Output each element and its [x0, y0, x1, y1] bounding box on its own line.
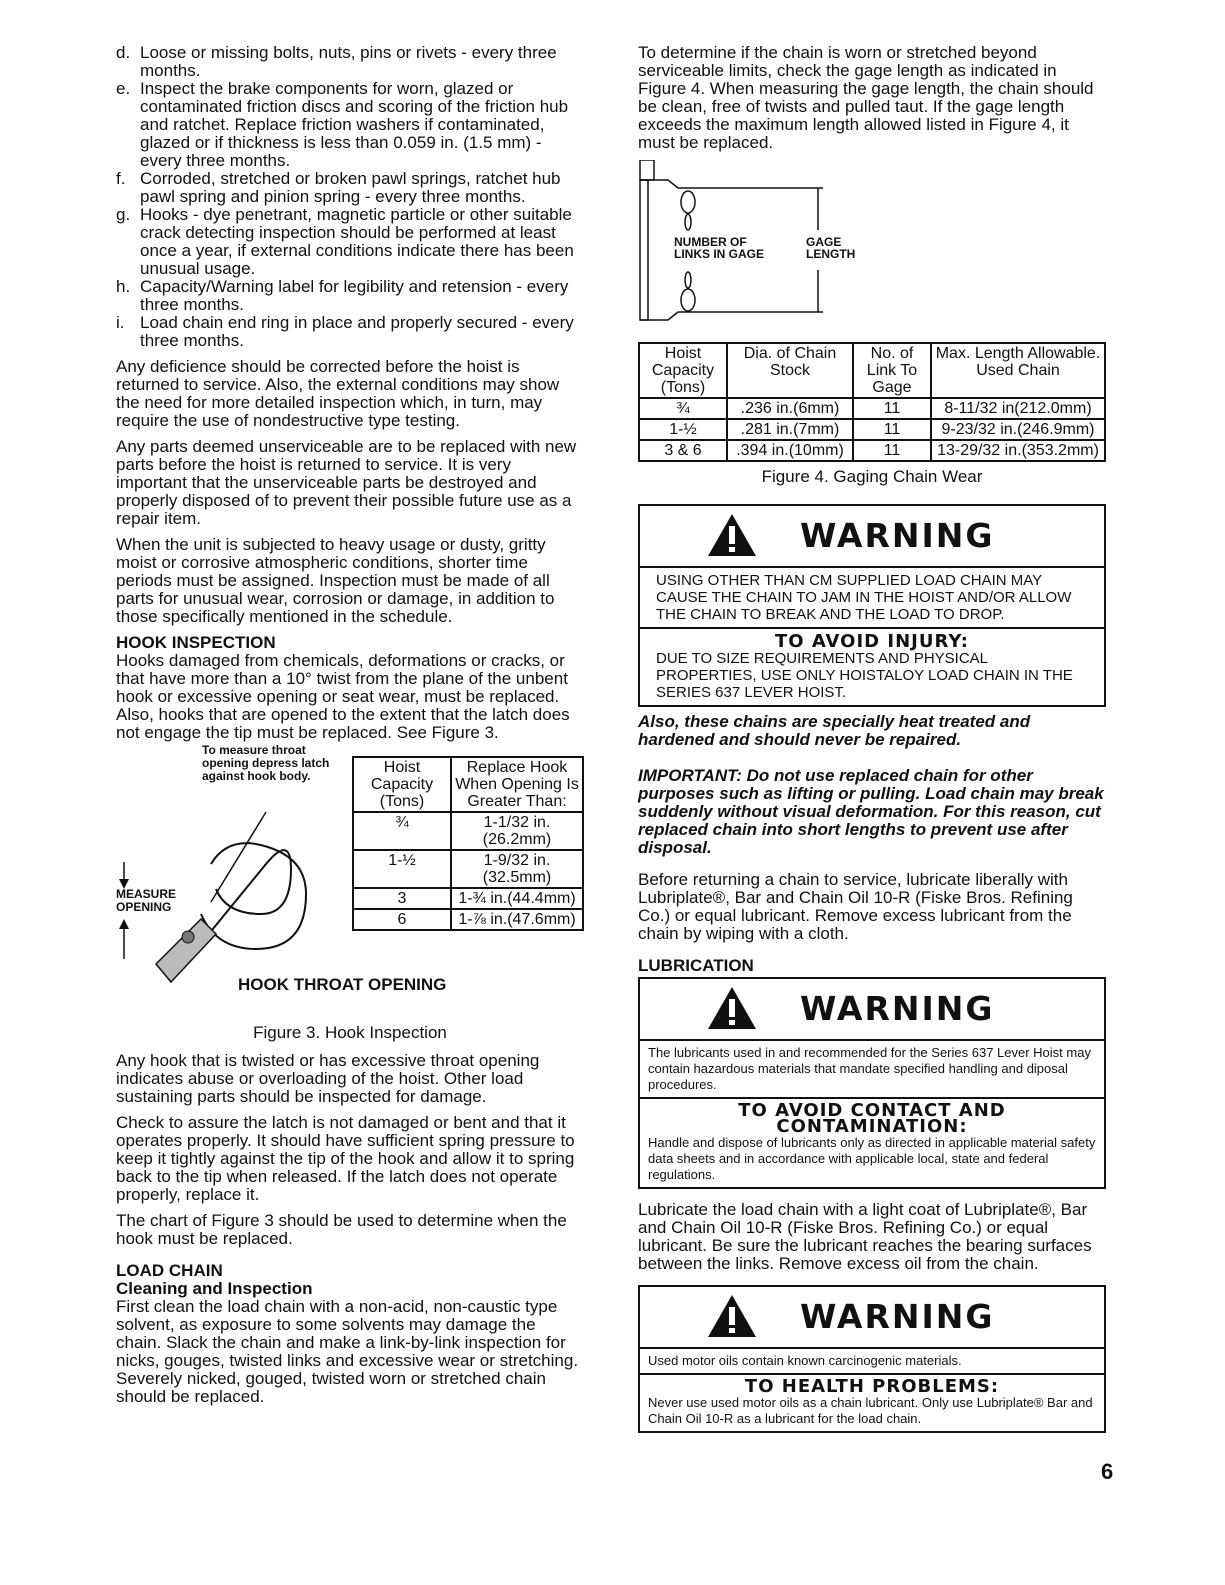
table-header: Hoist Capacity (Tons): [639, 343, 727, 398]
warning-triangle-icon: [706, 985, 758, 1031]
warning-header: [640, 506, 1104, 568]
table-cell: 8-11/32 in(212.0mm): [931, 398, 1105, 419]
table-header: No. of Link To Gage: [853, 343, 931, 398]
paragraph: Hooks damaged from chemicals, deformations or cracks, or that have more than a 10° twist from the plane of the unbent hook or excessive opening or seat wear, must be replaced. Also, hooks that are opened to the extent that the latch does not engage the tip must be replaced. See Figure 3.: [116, 651, 570, 742]
list-item: [116, 44, 584, 80]
table-cell: 1-⅞ in.(47.6mm): [451, 909, 583, 930]
list-letter: f.: [116, 169, 126, 188]
table-cell: 13-29/32 in.(353.2mm): [931, 440, 1105, 461]
table-row: [639, 398, 1105, 419]
measure-opening-label: MEASURE OPENING: [116, 887, 177, 914]
table-row: [353, 909, 583, 930]
chain-table: [638, 342, 1106, 462]
warning-sub-title: TO AVOID INJURY:: [775, 631, 969, 652]
list-text: Inspect the brake components for worn, glazed or contaminated friction discs and scoring of the friction hub and ratchet. Replace friction washers if contaminated, glazed or if thickness is less than 0.059 in. (1.5 mm) - every three months.: [140, 79, 569, 170]
paragraph: Before returning a chain to service, lubricate liberally with Lubriplate®, Bar and Chain Oil 10-R (Fiske Bros. Refining Co.) or equal lubricant. Remove excess lubricant from the chain by wiping with a cloth.: [638, 870, 1073, 943]
table-cell: 11: [853, 419, 931, 440]
table-header: Dia. of Chain Stock: [727, 343, 853, 398]
paragraph: Lubricate the load chain with a light coat of Lubriplate®, Bar and Chain Oil 10-R (Fiske Bros. Refining Co.) or equal lubricant. Be sure the lubricant reaches the bearing surfaces between the links. Remove excess oil from the chain.: [638, 1200, 1092, 1273]
warning-triangle-icon: [706, 512, 758, 558]
table-cell: 1-½: [639, 419, 727, 440]
list-letter: d.: [116, 43, 131, 62]
warning-triangle-icon: [706, 1293, 758, 1339]
figure-4-caption: Figure 4. Gaging Chain Wear: [761, 467, 983, 486]
warning-sub-title: TO AVOID CONTACT AND CONTAMINATION:: [738, 1100, 1006, 1137]
list-text: Load chain end ring in place and properly secured - every three months.: [140, 313, 574, 350]
list-text: Hooks - dye penetrant, magnetic particle or other suitable crack detecting inspection should be performed at least once a year, if external conditions indicate there has been unusual usage.: [140, 205, 574, 278]
lubrication-heading: LUBRICATION: [638, 956, 754, 975]
table-cell: 1-9/32 in.(32.5mm): [451, 850, 583, 888]
table-cell: 3: [353, 888, 451, 909]
warning-box-load-chain: [638, 504, 1106, 707]
paragraph: Any hook that is twisted or has excessive throat opening indicates abuse or overloading of the hoist. Other load sustaining parts should be inspected for damage.: [116, 1051, 540, 1106]
table-cell: 6: [353, 909, 451, 930]
also-note: Also, these chains are specially heat treated and hardened and should never be repaired.: [638, 712, 1031, 749]
warning-title: WARNING: [800, 516, 995, 555]
paragraph: The chart of Figure 3 should be used to determine when the hook must be replaced.: [116, 1211, 567, 1248]
chain-gage-figure: [638, 160, 1106, 342]
right-column: [638, 44, 1106, 1445]
list-item: [116, 314, 584, 350]
hook-table: [352, 756, 584, 931]
table-cell: ¾: [639, 398, 727, 419]
table-cell: .236 in.(6mm): [727, 398, 853, 419]
table-header-row: [353, 757, 583, 812]
table-header: Replace Hook When Opening Is Greater Than:: [451, 757, 583, 812]
list-item: [116, 206, 584, 278]
warning-box-motor-oil: [638, 1285, 1106, 1433]
list-letter: h.: [116, 277, 131, 296]
table-cell: 1-½: [353, 850, 451, 888]
table-cell: 1-¾ in.(44.4mm): [451, 888, 583, 909]
list-item: [116, 80, 584, 170]
table-header: Max. Length Allowable. Used Chain: [931, 343, 1105, 398]
paragraph: To determine if the chain is worn or stretched beyond serviceable limits, check the gage length as indicated in Figure 4. When measuring the gage length, the chain should be clean, free of twists and pulled taut. If the gage length exceeds the maximum length allowed listed in Figure 4, it must be replaced.: [638, 43, 1094, 152]
table-row: [353, 812, 583, 850]
table-cell: 3 & 6: [639, 440, 727, 461]
list-text: Capacity/Warning label for legibility and retension - every three months.: [140, 277, 569, 314]
list-item: [116, 278, 584, 314]
hook-measure-note: To measure throat opening depress latch against hook body.: [202, 743, 330, 783]
warning-header: [640, 1287, 1104, 1349]
warning-sub: [640, 1373, 1104, 1431]
list-text: Loose or missing bolts, nuts, pins or rivets - every three months.: [140, 43, 557, 80]
load-chain-heading: LOAD CHAIN: [116, 1261, 223, 1280]
list-letter: i.: [116, 313, 125, 332]
warning-sub-body: Handle and dispose of lubricants only as directed in applicable material safety data sheets and in accordance with applicable local, state and federal regulations.: [648, 1135, 1096, 1182]
warning-sub-body: Never use used motor oils as a chain lubricant. Only use Lubriplate® Bar and Chain Oil 10-R as a lubricant for the load chain.: [648, 1395, 1093, 1426]
paragraph: First clean the load chain with a non-acid, non-caustic type solvent, as exposure to some solvents may damage the chain. Slack the chain and make a link-by-link inspection for nicks, gouges, twisted links and excessive wear or stretching. Severely nicked, gouged, twisted worn or stretched chain should be replaced.: [116, 1297, 579, 1406]
table-header: Hoist Capacity (Tons): [353, 757, 451, 812]
table-cell: .281 in.(7mm): [727, 419, 853, 440]
links-in-gage-label: NUMBER OF LINKS IN GAGE: [674, 235, 765, 261]
warning-sub: [640, 1097, 1104, 1187]
important-note: IMPORTANT: Do not use replaced chain for other purposes such as lifting or pulling. Load chain may break suddenly without visual deformation. For this reason, cut replaced chain into short lengths to prevent use after disposal.: [638, 766, 1104, 857]
figure-3-caption: Figure 3. Hook Inspection: [253, 1023, 447, 1042]
inspection-list: [116, 44, 584, 350]
paragraph: Any deficience should be corrected before the hoist is returned to service. Also, the external conditions may show the need for more detailed inspection which, in turn, may require the use of nondestructive type testing.: [116, 357, 560, 430]
warning-body: The lubricants used in and recommended for the Series 637 Lever Hoist may contain hazardous materials that mandate specified handling and diposal procedures.: [648, 1045, 1091, 1092]
hook-figure: [116, 744, 584, 1044]
cleaning-heading: Cleaning and Inspection: [116, 1279, 313, 1298]
list-letter: g.: [116, 205, 131, 224]
table-cell: 11: [853, 398, 931, 419]
page-number: 6: [1101, 1459, 1114, 1484]
table-cell: 11: [853, 440, 931, 461]
table-row: [639, 419, 1105, 440]
gage-length-label: GAGE LENGTH: [806, 235, 856, 261]
warning-title: WARNING: [800, 1297, 995, 1336]
warning-body: Used motor oils contain known carcinogenic materials.: [648, 1353, 962, 1368]
hook-inspection-heading: HOOK INSPECTION: [116, 633, 276, 652]
hook-throat-label: HOOK THROAT OPENING: [238, 975, 447, 994]
left-column: [116, 44, 584, 1414]
warning-sub-body: DUE TO SIZE REQUIREMENTS AND PHYSICAL PROPERTIES, USE ONLY HOISTALOY LOAD CHAIN IN THE SERIES 637 LEVER HOIST.: [656, 650, 1073, 701]
table-row: [639, 440, 1105, 461]
warning-sub: [640, 627, 1104, 705]
list-text: Corroded, stretched or broken pawl springs, ratchet hub pawl spring and pinion spring - every three months.: [140, 169, 561, 206]
table-row: [353, 850, 583, 888]
paragraph: Check to assure the latch is not damaged or bent and that it operates properly. It should have sufficient spring pressure to keep it tightly against the tip of the hook and allow it to spring back to the tip when released. If the latch does not operate properly, replace it.: [116, 1113, 575, 1204]
list-item: [116, 170, 584, 206]
warning-body: USING OTHER THAN CM SUPPLIED LOAD CHAIN MAY CAUSE THE CHAIN TO JAM IN THE HOIST AND/OR ALLOW THE CHAIN TO BREAK AND THE LOAD TO DROP.: [656, 572, 1072, 623]
table-cell: 1-1/32 in.(26.2mm): [451, 812, 583, 850]
warning-header: [640, 979, 1104, 1041]
table-cell: .394 in.(10mm): [727, 440, 853, 461]
list-letter: e.: [116, 79, 131, 98]
table-cell: ¾: [353, 812, 451, 850]
paragraph: Any parts deemed unserviceable are to be replaced with new parts before the hoist is returned to service. It is very important that the unserviceable parts be destroyed and properly disposed of to prevent their possible future use as a repair item.: [116, 437, 577, 528]
paragraph: When the unit is subjected to heavy usage or dusty, gritty moist or corrosive atmospheric conditions, shorter time periods must be assigned. Inspection must be made of all parts for unusual wear, corrosion or damage, in addition to those specifically mentioned in the schedule.: [116, 535, 555, 626]
table-cell: 9-23/32 in.(246.9mm): [931, 419, 1105, 440]
table-header-row: [639, 343, 1105, 398]
warning-box-lubricants: [638, 977, 1106, 1189]
warning-sub-title: TO HEALTH PROBLEMS:: [744, 1376, 1000, 1397]
warning-title: WARNING: [800, 989, 995, 1028]
table-row: [353, 888, 583, 909]
